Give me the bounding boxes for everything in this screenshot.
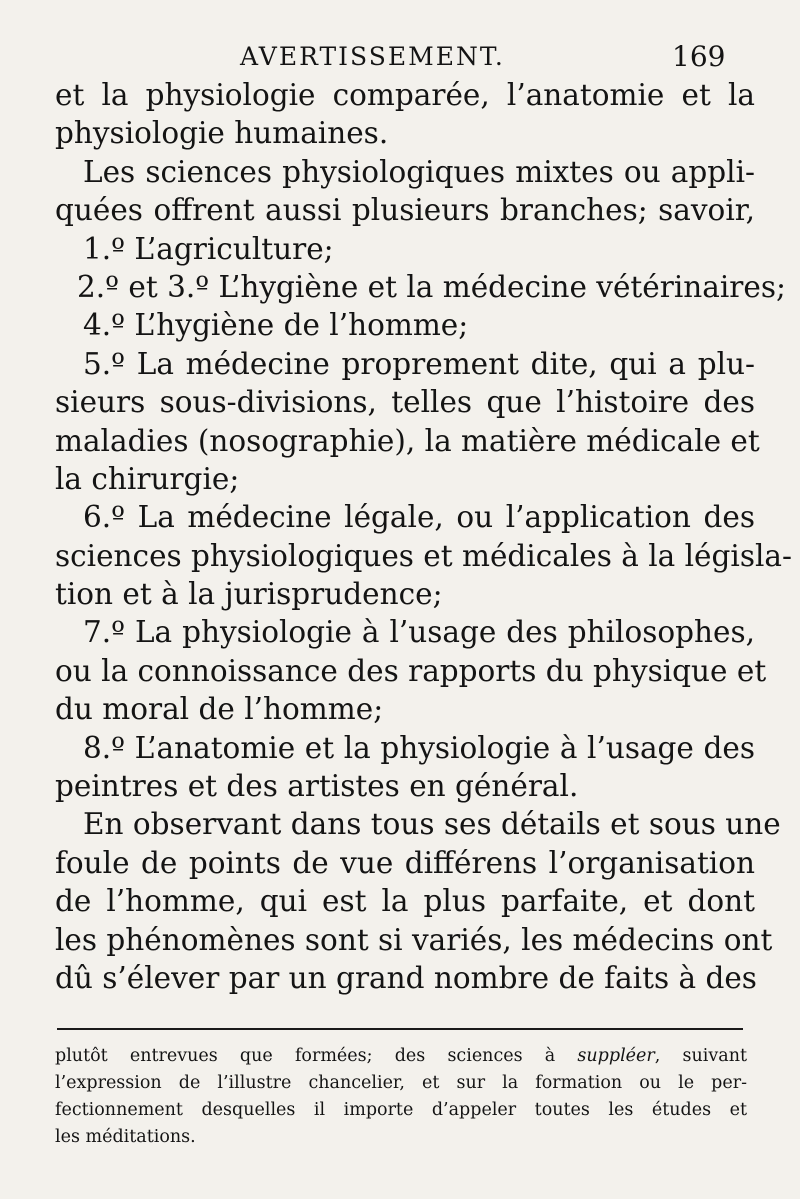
list-item: 7.º La physiologie à l’usage des philosophes, xyxy=(83,615,755,650)
page-header xyxy=(0,40,800,80)
page-number: 169 xyxy=(672,40,726,73)
body-text xyxy=(55,76,792,997)
text-line: dû s’élever par un grand nombre de faits à des xyxy=(55,960,757,995)
text-line: sciences physiologiques et médicales à la législa- xyxy=(55,538,792,573)
text-line: sieurs sous-divisions, telles que l’histoire des xyxy=(55,385,755,420)
text-line: quées offrent aussi plusieurs branches; savoir, xyxy=(55,193,755,228)
text-line: du moral de l’homme; xyxy=(55,692,384,727)
footnote-separator xyxy=(57,1028,743,1030)
paragraph-start-line: Les sciences physiologiques mixtes ou appli- xyxy=(83,154,755,189)
text-line: ou la connoissance des rapports du physique et xyxy=(55,653,767,688)
list-item: 5.º La médecine proprement dite, qui a plu- xyxy=(83,346,755,381)
text-line: tion et à la jurisprudence; xyxy=(55,577,443,612)
footnote-line: les méditations. xyxy=(55,1127,196,1147)
text-line: les phénomènes sont si variés, les médecins ont xyxy=(55,922,773,957)
footnote-text: plutôt entrevues que formées; des sciences à xyxy=(55,1046,578,1066)
footnote-text: , suivant xyxy=(654,1046,747,1066)
text-line: la chirurgie; xyxy=(55,461,240,496)
footnote-line xyxy=(55,1043,747,1070)
footnote-line: fectionnement desquelles il importe d’appeler toutes les études et xyxy=(55,1100,747,1120)
list-item: 4.º L’hygiène de l’homme; xyxy=(83,308,469,343)
list-item: 1.º L’agriculture; xyxy=(83,231,334,266)
text-line: physiologie humaines. xyxy=(55,116,389,151)
running-title: AVERTISSEMENT. xyxy=(240,42,505,71)
text-line: de l’homme, qui est la plus parfaite, et dont xyxy=(55,884,755,919)
footnote-italic-term: suppléer xyxy=(577,1046,655,1066)
list-item: 2.º et 3.º L’hygiène et la médecine vétérinaires; xyxy=(77,269,786,304)
text-line: foule de points de vue différens l’organisation xyxy=(55,845,755,880)
text-line: peintres et des artistes en général. xyxy=(55,769,579,804)
list-item: 6.º La médecine légale, ou l’application des xyxy=(83,500,755,535)
text-line: maladies (nosographie), la matière médicale et xyxy=(55,423,760,458)
footnote-line: l’expression de l’illustre chancelier, et sur la formation ou le per- xyxy=(55,1073,747,1093)
list-item: 8.º L’anatomie et la physiologie à l’usage des xyxy=(83,730,755,765)
text-line: et la physiologie comparée, l’anatomie et la xyxy=(55,78,755,112)
footnote xyxy=(55,1043,747,1151)
paragraph-start-line: En observant dans tous ses détails et sous une xyxy=(83,807,781,842)
